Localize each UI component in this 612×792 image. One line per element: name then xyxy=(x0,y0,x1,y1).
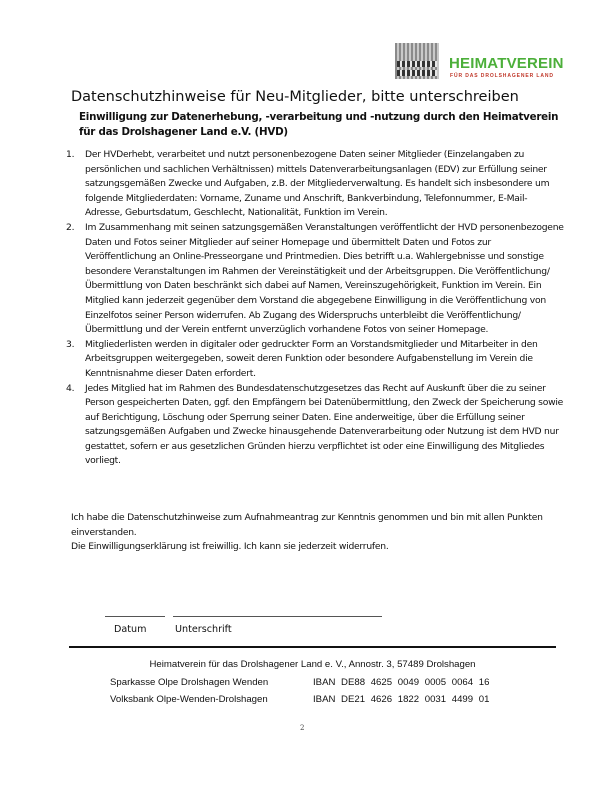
consent-line-2: Die Einwilligungserklärung ist freiwillig. Ich kann sie jederzeit widerrufen. xyxy=(71,541,389,553)
page-title: Datenschutzhinweise für Neu-Mitglieder, bitte unterschreiben xyxy=(71,89,519,105)
list-item xyxy=(66,221,564,338)
list-item-number: 4. xyxy=(66,382,75,394)
list-item xyxy=(66,338,564,382)
date-signature-line[interactable] xyxy=(105,616,165,617)
half-timbered-house-icon xyxy=(395,43,439,79)
list-item-text: Im Zusammenhang mit seinen satzungsgemäßen Veranstaltungen veröffentlicht der HVD personenbezogene Daten und Fotos seiner Mitglieder auf seiner Homepage und übermittelt Daten und Fotos zur Veröffentlichung an Online-Presseorgane und Printmedien. Dies betrifft u.a. Wahlergebnisse und sonstige besondere Veranstaltungen im Rahmen der Vereinstätigkeit und der Arbeitsgruppen. Die Veröffentlichung/Übermittlung von Daten beschränkt sich dabei auf Namen, Vereinszugehörigkeit, Funktion im Verein. Ein Mitglied kann jederzeit gegenüber dem Vorstand die abgegebene Einwilligung in die Veröffentlichung von Einzelfotos seiner Person widerrufen. Ab Zugang des Widerspruchs unterbleibt die Veröffentlichung/Übermittlung und der Verein entfernt unverzüglich vorhandene Fotos von seiner Homepage. xyxy=(85,221,564,336)
list-item-number: 2. xyxy=(66,221,75,233)
list-item-text: Mitgliederlisten werden in digitaler oder gedruckter Form an Vorstandsmitglieder und Mitarbeiter in den Arbeitsgruppen weitergegeben, soweit deren Funktion oder besondere Aufgabenstellung im Verein die Kenntnisnahme dieser Daten erfordert. xyxy=(85,338,538,379)
logo-subtitle: FÜR DAS DROLSHAGENER LAND xyxy=(450,73,554,79)
footer-divider xyxy=(69,646,556,648)
list-item-text: Jedes Mitglied hat im Rahmen des Bundesdatenschutzgesetzes das Recht auf Auskunft über die zu seiner Person gespeicherten Daten, ggf. den Empfängern bei Datenübermittlung, den Zweck der Speicherung sowie auf Berichtigung, Löschung oder Sperrung seiner Daten. Eine anderweitige, über die Erfüllung seiner satzungsgemäßen Aufgaben und Zwecke hinausgehende Datenverarbeitung oder Nutzung ist dem HVD nur gestattet, sofern er aus gesetzlichen Gründen hierzu verpflichtet ist oder eine Einwilligung des Mitgliedes vorliegt. xyxy=(85,382,564,467)
bank-iban: IBAN DE88 4625 0049 0005 0064 16 xyxy=(313,677,490,688)
signature-line[interactable] xyxy=(173,616,382,617)
list-item xyxy=(66,148,564,221)
bank-iban: IBAN DE21 4626 1822 0031 4499 01 xyxy=(313,694,490,705)
list-item-number: 1. xyxy=(66,149,75,160)
page-subtitle: Einwilligung zur Datenerhebung, -verarbeitung und -nutzung durch den Heimatverein für das Drolshagener Land e.V. (HVD) xyxy=(79,111,559,138)
list-item-text: Der HVDerhebt, verarbeitet und nutzt personenbezogene Daten seiner Mitglieder (Einzelangaben zu persönlichen und sachlichen Verhältnissen) mittels Datenverarbeitungsanlagen (EDV) zur Erfüllung seiner satzungsgemäßen Zwecke und Aufgaben, z.B. der Mitgliederverwaltung. Es handelt sich insbesondere um folgende Mitgliederdaten: Vorname, Zuname und Anschrift, Bankverbindung, Telefonnummer, E-Mail-Adresse, Geburtsdatum, Geschlecht, Nationalität, Funktion im Verein. xyxy=(85,149,550,219)
consent-line-1: Ich habe die Datenschutzhinweise zum Aufnahmeantrag zur Kenntnis genommen und bin mit allen Punkten einverstanden. xyxy=(71,512,543,538)
date-label: Datum xyxy=(114,624,147,635)
signature-label: Unterschrift xyxy=(175,624,232,635)
club-logo xyxy=(395,43,595,83)
page-number: 2 xyxy=(300,724,305,732)
bank-name: Sparkasse Olpe Drolshagen Wenden xyxy=(110,677,269,688)
consent-statement xyxy=(71,511,561,555)
list-item-number: 3. xyxy=(66,338,75,350)
logo-title: HEIMATVEREIN xyxy=(449,55,564,72)
bank-name: Volksbank Olpe-Wenden-Drolshagen xyxy=(110,694,268,705)
privacy-points-list xyxy=(66,148,564,469)
footer-address: Heimatverein für das Drolshagener Land e. V., Annostr. 3, 57489 Drolshagen xyxy=(149,659,476,670)
list-item xyxy=(66,382,564,470)
